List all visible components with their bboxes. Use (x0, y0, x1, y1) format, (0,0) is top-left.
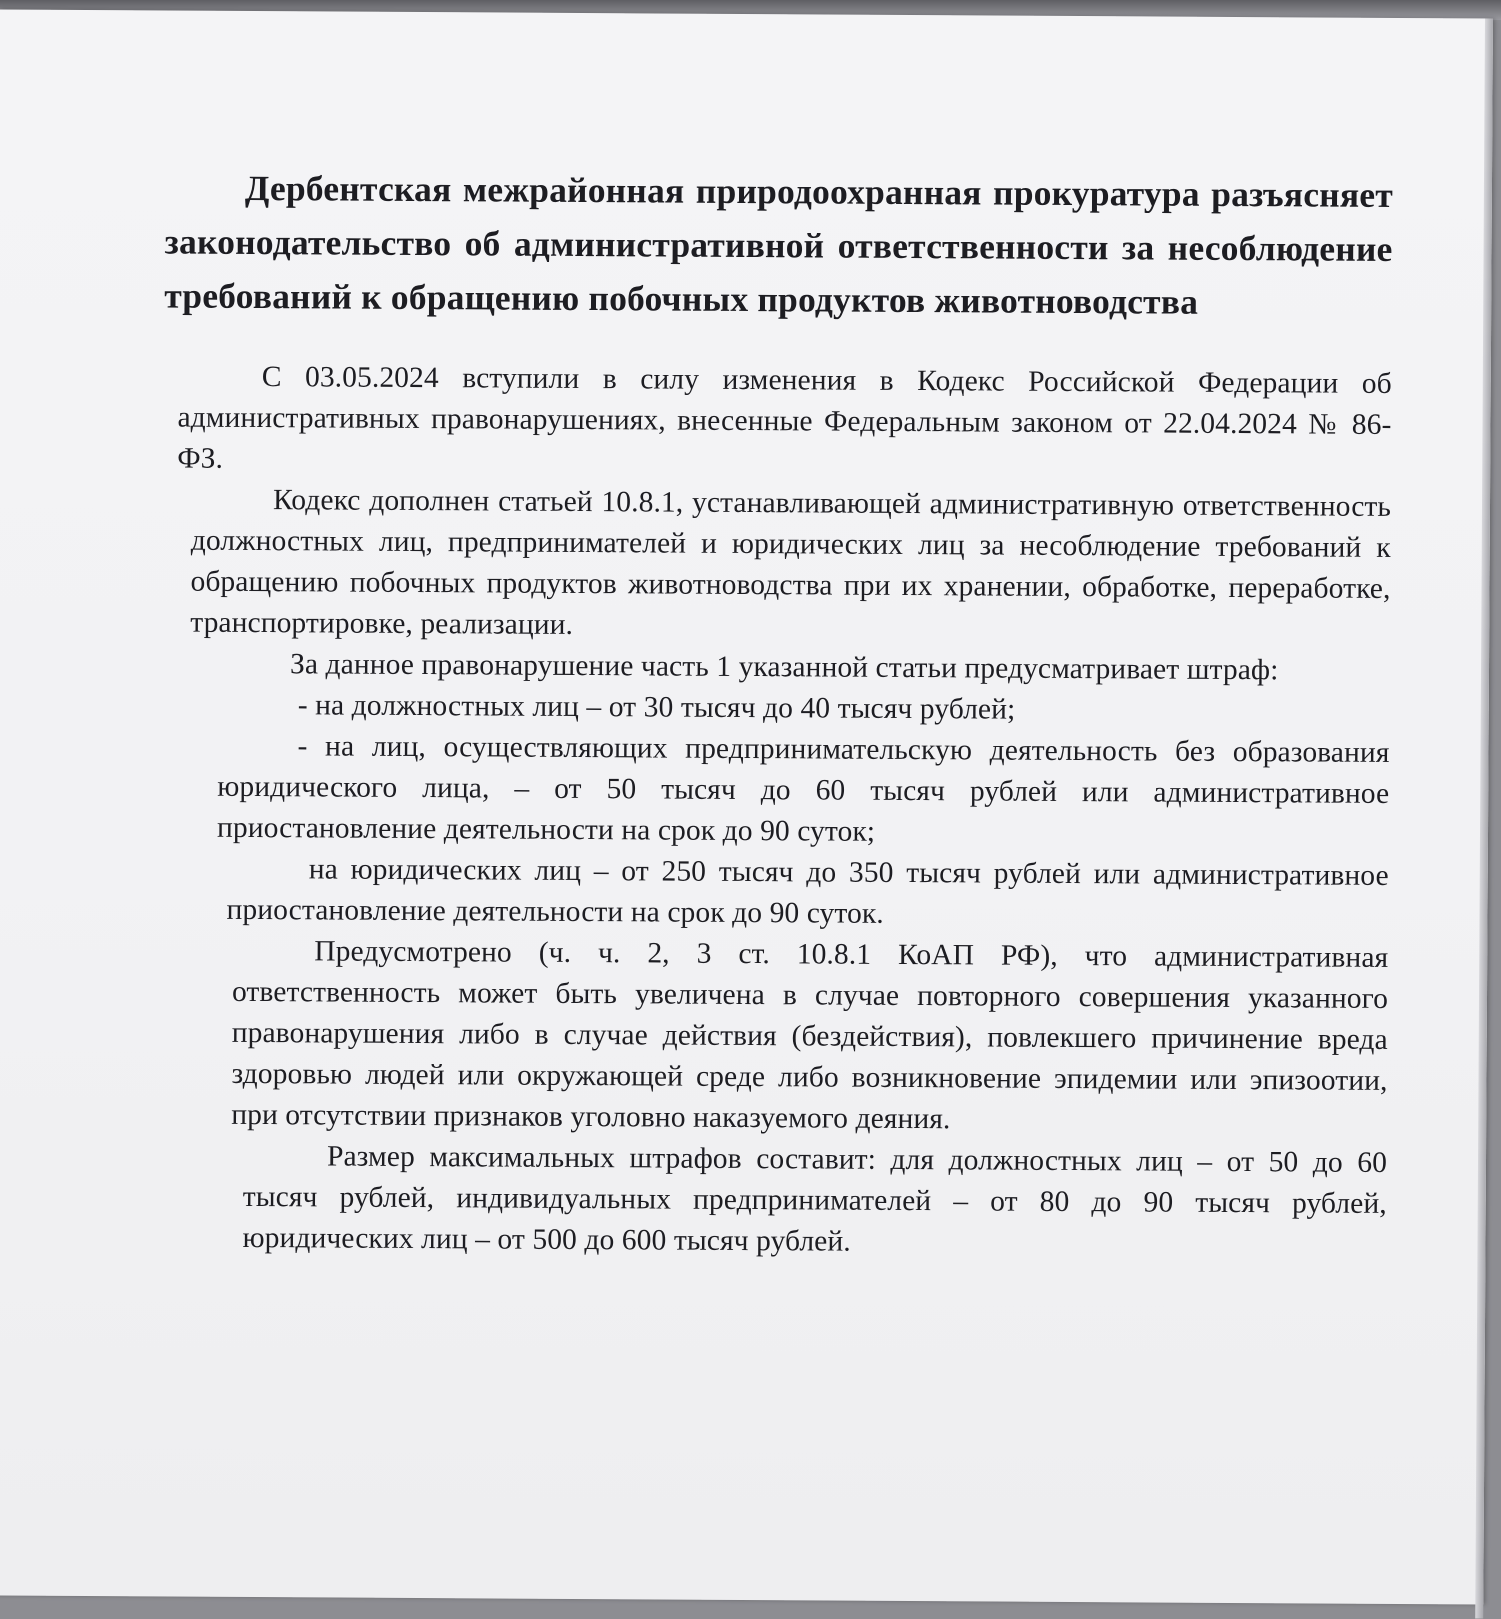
fine-item-legal-entities: на юридических лиц – от 250 тысяч до 350 тысяч рублей или административное приостановление деятельности на срок до 90 суток. (226, 853, 1389, 930)
paragraph-article: Кодекс дополнен статьей 10.8.1, устанавливающей административную ответственность должностных лиц, предпринимателей и юридических лиц за несоблюдение требований к обращению побочных продуктов животноводства при их хранении, обработке, переработке, транспортировке, реализации. (190, 484, 1392, 641)
fine-item-officials: - на должностных лиц – от 30 тысяч до 40 тысяч рублей; (297, 689, 1016, 726)
paragraph-max-fines: Размер максимальных штрафов составит: для должностных лиц – от 50 до 60 тысяч рублей, индивидуальных предпринимателей – от 80 до 90 тысяч рублей, юридических лиц – от 500 до 600 тысяч рублей. (242, 1140, 1388, 1258)
paragraph-aggravation: Предусмотрено (ч. ч. 2, 3 ст. 10.8.1 КоАП РФ), что административная ответственность может быть увеличена в случае повторного совершения указанного правонарушения либо в случае действия (бездействия), повлекшего причинение вреда здоровью людей или окружающей среде либо возникновение эпидемии или эпизоотии, при отсутствии признаков уголовно наказуемого деяния. (231, 935, 1389, 1136)
paper-edge (1475, 19, 1493, 1619)
document-body (158, 160, 1393, 1265)
paper-sheet (0, 9, 1493, 1604)
paragraph-amendments: С 03.05.2024 вступили в силу изменения в Кодекс Российской Федерации об административных правонарушениях, внесенные Федеральным законом от 22.04.2024 № 86-ФЗ. (177, 361, 1392, 475)
paragraph-fine-intro: За данное правонарушение часть 1 указанной статьи предусматривает штраф: (289, 648, 1279, 687)
document-title: Дербентская межрайонная природоохранная прокуратура разъясняет законодательство об административной ответственности за несоблюдение требований к обращению побочных продуктов животноводства (164, 167, 1394, 322)
fine-item-entrepreneurs: - на лиц, осуществляющих предпринимательскую деятельность без образования юридического лица, – от 50 тысяч до 60 тысяч рублей или административное приостановление деятельности на срок до 90 суток; (216, 730, 1390, 848)
